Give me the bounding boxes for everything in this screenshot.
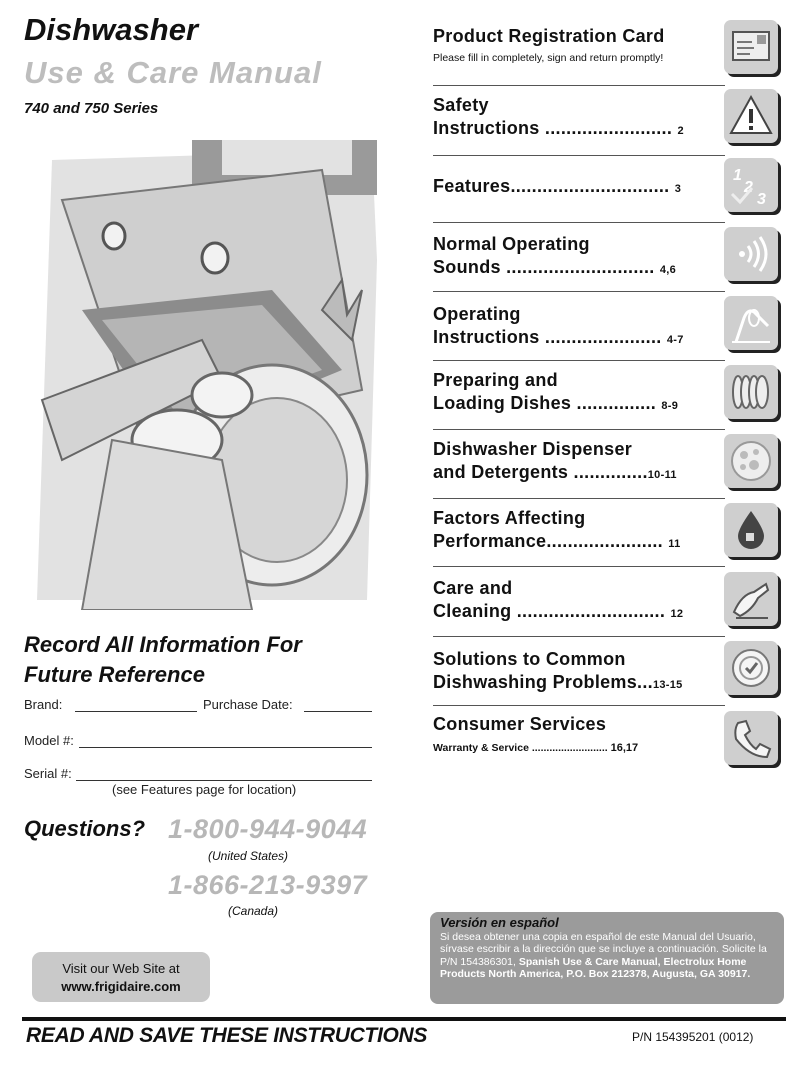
toc-divider — [433, 636, 725, 637]
toc-loading-page: 8-9 — [661, 400, 679, 412]
toc-care-line1: Care and — [433, 578, 513, 598]
model-series: 740 and 750 Series — [24, 100, 159, 117]
toc-divider — [433, 360, 725, 361]
toc-features-dots: .............................. — [510, 176, 670, 196]
footer-divider — [22, 1017, 786, 1021]
toc-loading-line1: Preparing and — [433, 370, 558, 390]
serial-label: Serial #: — [24, 766, 72, 781]
record-heading-line1: Record All Information For — [24, 632, 302, 657]
toc-divider — [433, 566, 725, 567]
website-url[interactable]: www.frigidaire.com — [61, 979, 181, 994]
spanish-heading: Versión en español — [440, 915, 559, 930]
purchase-date-field[interactable] — [304, 711, 372, 712]
toc-safety-page: 2 — [677, 125, 684, 137]
toc-consumer-subtitle: Warranty & Service — [433, 742, 529, 754]
brand-label: Brand: — [24, 697, 63, 712]
toc-operating-dots: ...................... — [544, 327, 662, 347]
toc-solutions-dots: ... — [637, 672, 653, 692]
stacked-plates-icon[interactable] — [724, 365, 778, 419]
website-label: Visit our Web Site at — [62, 961, 180, 976]
toc-sounds-dots: ............................ — [506, 257, 655, 277]
water-drop-icon[interactable] — [724, 503, 778, 557]
website-box[interactable] — [32, 952, 210, 1002]
toc-factors-line2: Performance — [433, 531, 547, 551]
toc-operating-page: 4-7 — [666, 334, 684, 346]
svg-text:1: 1 — [733, 167, 742, 184]
sound-waves-icon[interactable] — [724, 227, 778, 281]
toc-divider — [433, 429, 725, 430]
svg-text:2: 2 — [744, 179, 753, 196]
purchase-date-label: Purchase Date: — [203, 697, 293, 712]
serial-field[interactable] — [76, 780, 372, 781]
toc-care-dots: ............................ — [516, 601, 666, 621]
toc-solutions-line1: Solutions to Common — [433, 649, 626, 669]
serial-location-note: (see Features page for location) — [112, 782, 297, 797]
numbers-icon[interactable] — [724, 158, 778, 212]
toc-dispenser-line2: and Detergents — [433, 462, 569, 482]
toc-features-page: 3 — [674, 183, 682, 195]
toc-loading-line2: Loading Dishes — [433, 393, 572, 413]
toc-solutions-line2: Dishwashing Problems — [433, 672, 638, 692]
cleaning-hand-icon[interactable] — [724, 572, 778, 626]
toc-safety-line2: Instructions — [433, 118, 540, 138]
model-field[interactable] — [79, 747, 372, 748]
toc-consumer-page: 16,17 — [610, 742, 639, 754]
toc-solutions-page: 13-15 — [652, 679, 683, 691]
toc-sounds-line2: Sounds — [433, 257, 501, 277]
phone-us: 1-800-944-9044 — [168, 814, 368, 844]
toc-operating-line2: Instructions — [433, 327, 540, 347]
record-heading-line2: Future Reference — [24, 662, 205, 687]
toc-care-line2: Cleaning — [433, 601, 512, 621]
toc-consumer-title: Consumer Services — [433, 714, 607, 734]
toc-divider — [433, 222, 725, 223]
toc-dispenser-page: 10-11 — [647, 469, 677, 481]
model-label: Model #: — [24, 733, 74, 748]
brand-field[interactable] — [75, 711, 197, 712]
toc-divider — [433, 155, 725, 156]
spanish-body: Si desea obtener una copia en español de este Manual del Usuario, sírvase escribir a la dirección que se incluye a continuación. Solicite la P/N 154386301, — [440, 930, 767, 968]
toc-loading-dots: ............... — [576, 393, 657, 413]
region-canada: (Canada) — [228, 904, 279, 918]
finger-press-icon[interactable] — [724, 296, 778, 350]
telephone-icon[interactable] — [724, 711, 778, 765]
spanish-body-bold: Spanish Use & Care Manual, Electrolux Home Products North America, P.O. Box 212378, Augusta, GA 30917. — [440, 955, 751, 980]
toc-divider — [433, 498, 725, 499]
clean-plate-icon[interactable] — [724, 641, 778, 695]
toc-safety-dots: ........................ — [544, 118, 673, 138]
phone-canada: 1-866-213-9397 — [168, 870, 368, 900]
toc-dispenser-dots: .............. — [573, 462, 648, 482]
record-info-heading — [24, 630, 302, 690]
toc-divider — [433, 85, 725, 86]
toc-care-page: 12 — [670, 608, 684, 620]
toc-divider — [433, 705, 725, 706]
toc-sounds-page: 4,6 — [659, 264, 677, 276]
toc-features-line1: Features — [433, 176, 511, 196]
toc-safety-line1: Safety — [433, 95, 489, 115]
envelope-icon[interactable] — [724, 20, 778, 74]
questions-label: Questions? — [24, 816, 146, 841]
manual-title-line1: Dishwasher — [24, 12, 199, 47]
svg-text:3: 3 — [757, 191, 766, 208]
toc-registration-title: Product Registration Card — [433, 26, 665, 46]
toc-factors-dots: ...................... — [546, 531, 663, 551]
manual-title-line2: Use & Care Manual — [24, 55, 322, 90]
detergent-bubbles-icon[interactable] — [724, 434, 778, 488]
region-us: (United States) — [208, 849, 289, 863]
toc-sounds-line1: Normal Operating — [433, 234, 590, 254]
toc-registration-subtitle: Please fill in completely, sign and return promptly! — [433, 52, 664, 64]
toc-factors-line1: Factors Affecting — [433, 508, 586, 528]
toc-divider — [433, 291, 725, 292]
spanish-version-box — [430, 912, 784, 1004]
toc-operating-line1: Operating — [433, 304, 521, 324]
warning-icon[interactable] — [724, 89, 778, 143]
dishwasher-illustration — [22, 140, 382, 610]
toc-dispenser-line1: Dishwasher Dispenser — [433, 439, 633, 459]
part-number: P/N 154395201 (0012) — [632, 1030, 754, 1044]
toc-consumer-dots: .......................... — [531, 742, 608, 754]
save-instructions-footer: READ AND SAVE THESE INSTRUCTIONS — [26, 1024, 428, 1047]
toc-factors-page: 11 — [668, 538, 681, 550]
